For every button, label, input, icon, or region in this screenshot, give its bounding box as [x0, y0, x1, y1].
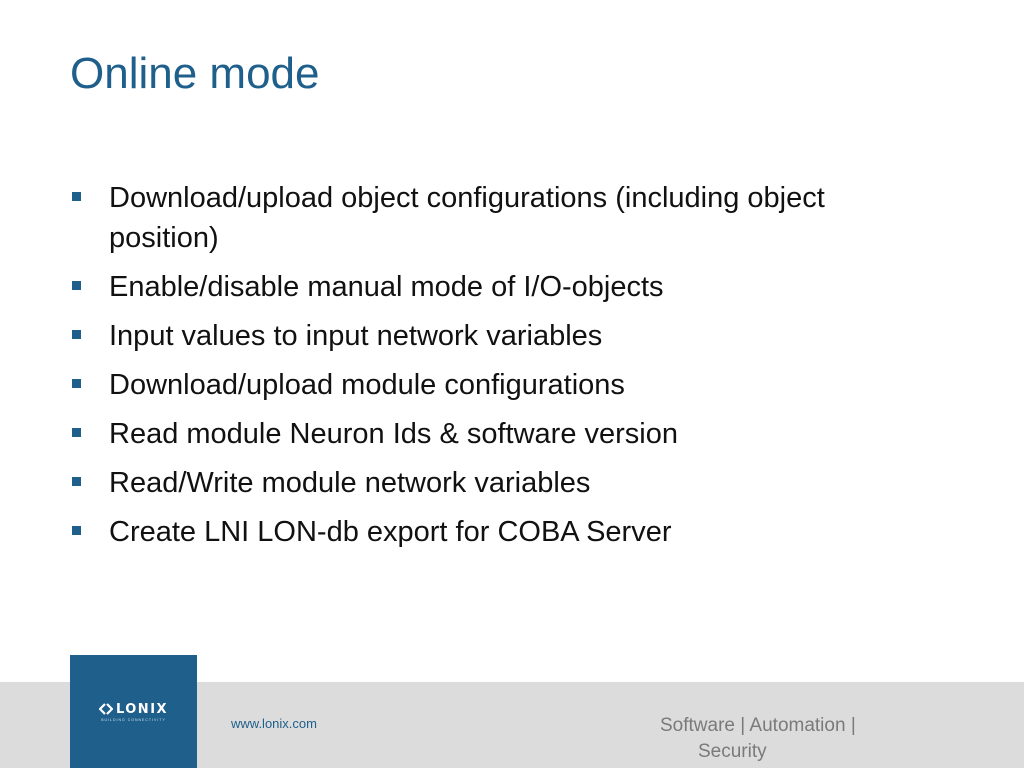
bullet-text: Download/upload object configurations (including object position) [109, 182, 825, 254]
bullet-text: Create LNI LON-db export for COBA Server [109, 516, 672, 548]
logo-mark-icon [99, 703, 113, 715]
footer-tagline [660, 713, 910, 765]
square-bullet-icon [72, 281, 81, 290]
bullet-item [72, 463, 932, 503]
bullet-item [72, 414, 932, 454]
bullet-text: Read/Write module network variables [109, 467, 591, 499]
lonix-logo [70, 655, 197, 768]
square-bullet-icon [72, 379, 81, 388]
bullet-item [72, 316, 932, 356]
website-link[interactable]: www.lonix.com [231, 716, 317, 731]
logo-wordmark: LONIX [115, 701, 169, 717]
bullet-item [72, 267, 932, 307]
square-bullet-icon [72, 330, 81, 339]
logo-tagline: BUILDING CONNECTIVITY [101, 717, 166, 722]
bullet-item [72, 365, 932, 405]
bullet-list [72, 178, 932, 561]
bullet-text: Enable/disable manual mode of I/O-objects [109, 271, 664, 303]
logo-row [99, 702, 168, 717]
footer-tagline-line2: Security [698, 741, 767, 762]
square-bullet-icon [72, 192, 81, 201]
square-bullet-icon [72, 526, 81, 535]
slide-title: Online mode [70, 49, 320, 98]
bullet-text: Read module Neuron Ids & software version [109, 418, 679, 450]
square-bullet-icon [72, 428, 81, 437]
logo-content [99, 702, 168, 722]
bullet-item [72, 178, 932, 258]
bullet-text: Input values to input network variables [109, 320, 603, 352]
square-bullet-icon [72, 477, 81, 486]
bullet-item [72, 512, 932, 552]
bullet-text: Download/upload module configurations [109, 369, 625, 401]
footer-tagline-line1: Software | Automation | [660, 715, 856, 736]
